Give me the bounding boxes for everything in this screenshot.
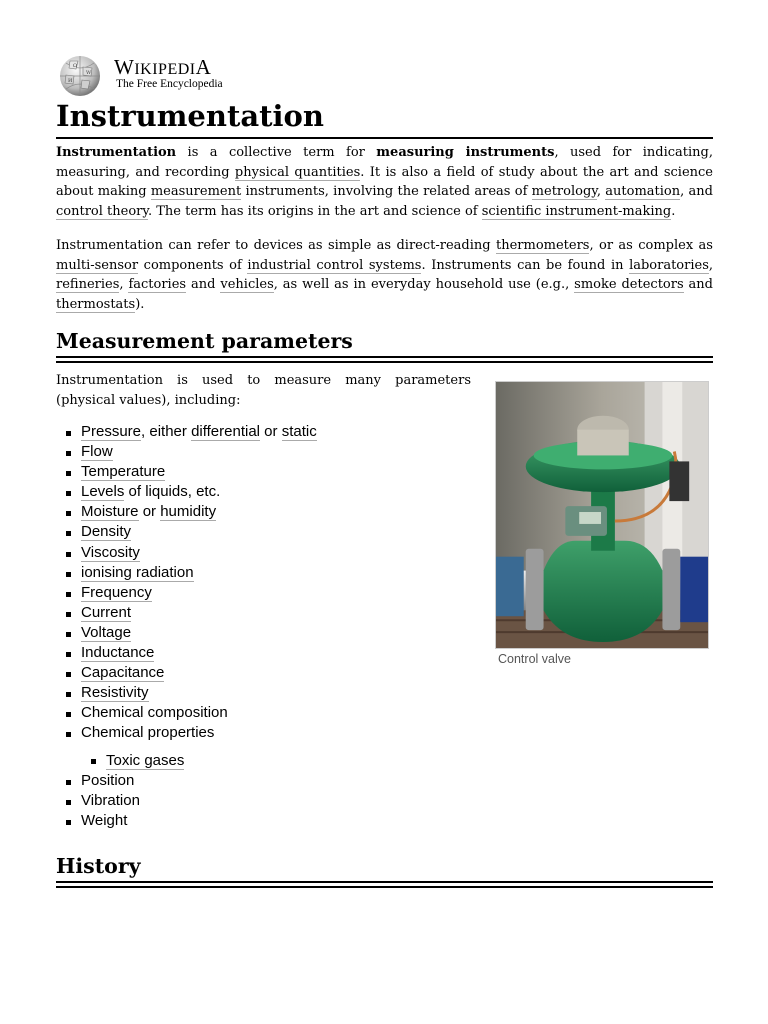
list-item	[56, 683, 317, 703]
list-item	[56, 583, 317, 603]
link-frequency[interactable]: Frequency	[81, 583, 152, 601]
link-viscosity[interactable]: Viscosity	[81, 543, 140, 561]
section-heading-history: History	[56, 854, 141, 878]
sub-list-item	[56, 744, 317, 771]
link-levels[interactable]: Levels	[81, 483, 125, 501]
list-item	[56, 603, 317, 623]
figure-caption: Control valve	[498, 652, 571, 666]
link-toxic-gases[interactable]: Toxic gases	[106, 751, 185, 769]
list-item	[56, 563, 317, 583]
link-control-theory[interactable]: control theory	[56, 203, 148, 219]
figure-control-valve	[495, 381, 709, 666]
link-measurement[interactable]: measurement	[150, 184, 242, 200]
link-humidity[interactable]: humidity	[160, 503, 217, 521]
section-heading-measurement-parameters: Measurement parameters	[56, 329, 353, 353]
link-current[interactable]: Current	[81, 603, 132, 621]
list-item	[56, 442, 317, 462]
list-item: Chemical composition	[56, 703, 317, 723]
page-title: Instrumentation	[56, 99, 324, 133]
link-industrial-control-systems[interactable]: industrial control systems	[247, 257, 422, 273]
list-item: Levels of liquids, etc.	[56, 482, 317, 502]
list-item	[56, 623, 317, 643]
link-resistivity[interactable]: Resistivity	[81, 684, 149, 702]
link-vehicles[interactable]: vehicles	[220, 277, 274, 293]
control-valve-photo[interactable]	[495, 381, 709, 649]
link-smoke-detectors[interactable]: smoke detectors	[574, 277, 684, 293]
svg-text:Ω: Ω	[73, 63, 78, 69]
section-divider	[56, 881, 713, 888]
link-pressure[interactable]: Pressure	[81, 423, 142, 440]
link-inductance[interactable]: Inductance	[81, 644, 155, 662]
link-flow[interactable]: Flow	[81, 443, 113, 461]
intro-paragraph-2: Instrumentation can refer to devices as simple as direct-reading thermometers, or as complex as multi-sensor components of industrial control systems. Instruments can be found in laboratories, refineries, factories and vehicles, as well as in everyday household use (e.g., smoke detectors and thermostats).	[56, 238, 714, 312]
list-item: Position	[56, 771, 317, 791]
list-item: Vibration	[56, 791, 317, 811]
link-refineries[interactable]: refineries	[56, 277, 120, 293]
link-density[interactable]: Density	[81, 523, 132, 541]
link-multi-sensor[interactable]: multi-sensor	[56, 257, 139, 273]
link-temperature[interactable]: Temperature	[81, 463, 166, 481]
link-differential[interactable]: differential	[191, 423, 260, 440]
link-laboratories[interactable]: laboratories	[629, 257, 709, 273]
site-name: WIKIPEDIA	[114, 55, 212, 79]
link-static[interactable]: static	[281, 423, 317, 440]
list-item	[56, 522, 317, 542]
link-scientific-instrument-making[interactable]: scientific instrument-making	[481, 203, 672, 219]
link-voltage[interactable]: Voltage	[81, 623, 132, 641]
wikipedia-globe-icon	[56, 55, 104, 97]
link-physical-quantities[interactable]: physical quantities	[234, 164, 361, 180]
link-moisture[interactable]: Moisture	[81, 503, 139, 521]
link-thermostats[interactable]: thermostats	[56, 296, 136, 312]
link-automation[interactable]: automation	[605, 184, 681, 200]
list-item: Chemical properties	[56, 723, 317, 743]
list-item	[56, 663, 317, 683]
title-divider	[56, 137, 713, 139]
link-ionising-radiation[interactable]: ionising radiation	[81, 563, 194, 581]
section-intro: Instrumentation is used to measure many parameters (physical values), including:	[56, 373, 471, 408]
tagline: The Free Encyclopedia	[116, 78, 223, 90]
link-thermometers[interactable]: thermometers	[495, 238, 590, 253]
list-item	[56, 462, 317, 482]
section-divider	[56, 356, 713, 363]
wikipedia-logo[interactable]	[56, 53, 256, 97]
svg-text:И: И	[68, 78, 73, 84]
intro-paragraph-1: Instrumentation is a collective term for measuring instruments, used for indicating, measuring, and recording physical quantities. It is also a field of study about the art and science about making measurement instruments, involving the related areas of metrology, automation, and control theory. The term has its origins in the art and science of scientific instrument-making.	[56, 145, 713, 219]
list-item	[56, 543, 317, 563]
link-factories[interactable]: factories	[128, 277, 187, 293]
list-item	[56, 643, 317, 663]
link-metrology[interactable]: metrology	[531, 184, 597, 200]
list-item: Moisture or humidity	[56, 502, 317, 522]
parameter-list	[56, 422, 317, 831]
list-item: Weight	[56, 811, 317, 831]
link-capacitance[interactable]: Capacitance	[81, 664, 165, 682]
list-item: Pressure, either differential or static	[56, 422, 317, 442]
svg-text:W: W	[86, 70, 92, 76]
